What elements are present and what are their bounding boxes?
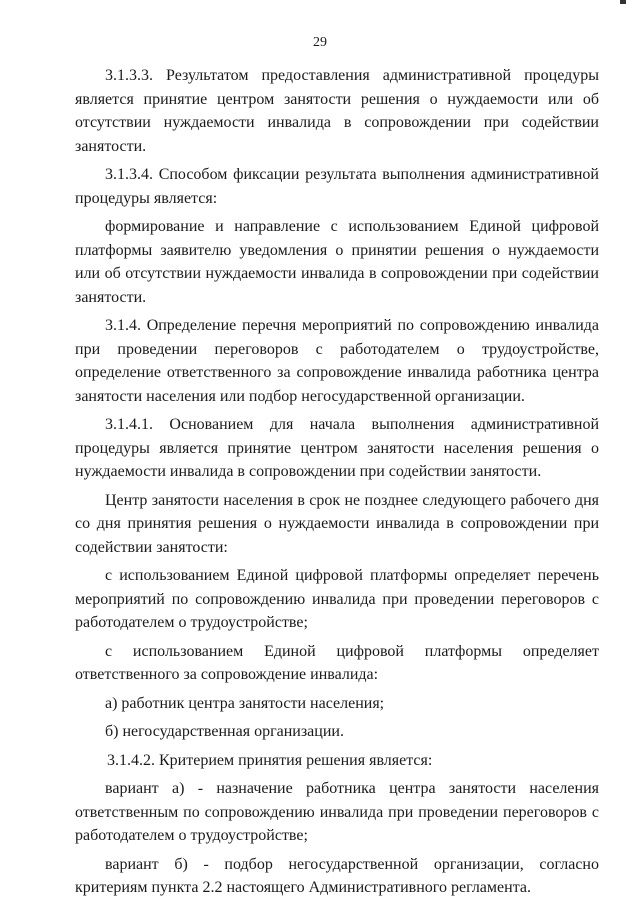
paragraph-3-1-3-3: 3.1.3.3. Результатом предоставления административной процедуры является принятие центром занятости решения о нуждаемости или об отсутствии нуждаемости инвалида в сопровождении при содействии занятости. (75, 67, 599, 155)
page-number: 29 (313, 35, 327, 50)
document-body (75, 64, 599, 905)
paragraph-employment-center-deadline: Центр занятости населения в срок не позднее следующего рабочего дня со дня принятия решения о нуждаемости инвалида в сопровождении при содействии занятости: (75, 491, 599, 556)
paragraph-formation-notice: формирование и направление с использованием Единой цифровой платформы заявителю уведомления о принятии решения о нуждаемости или об отсутствии нуждаемости инвалида в сопровождении при содействии занятости. (75, 218, 599, 306)
paragraph-3-1-4-1: 3.1.4.1. Основанием для начала выполнения административной процедуры является принятие центром занятости населения решения о нуждаемости инвалида в сопровождении при содействии занятости. (75, 416, 599, 480)
paragraph-define-measures: с использованием Единой цифровой платформы определяет перечень мероприятий по сопровождению инвалида при проведении переговоров с работодателем о трудоустройстве; (75, 567, 599, 631)
scan-artifact-mark (620, 0, 626, 4)
paragraph-3-1-3-4: 3.1.3.4. Способом фиксации результата выполнения административной процедуры является: (75, 166, 599, 207)
paragraph-3-1-4: 3.1.4. Определение перечня мероприятий по сопровождению инвалида при проведении переговоров с работодателем о трудоустройстве, определение ответственного за сопровождение инвалида работника центра занятости населения или подбор негосударственной организации. (75, 317, 599, 405)
paragraph-variant-b: вариант б) - подбор негосударственной организации, согласно критериям пункта 2.2 настоящего Административного регламента. (75, 855, 599, 896)
paragraph-variant-a: вариант а) - назначение работника центра занятости населения ответственным по сопровождению инвалида при проведении переговоров с работодателем о трудоустройстве; (75, 780, 599, 844)
paragraph-define-responsible: с использованием Единой цифровой платформы определяет ответственного за сопровождение инвалида: (75, 642, 599, 683)
list-item-a: а) работник центра занятости населения; (105, 694, 385, 712)
list-item-b: б) негосударственная организации. (105, 723, 344, 740)
paragraph-3-1-4-2: 3.1.4.2. Критерием принятия решения является: (107, 751, 433, 769)
